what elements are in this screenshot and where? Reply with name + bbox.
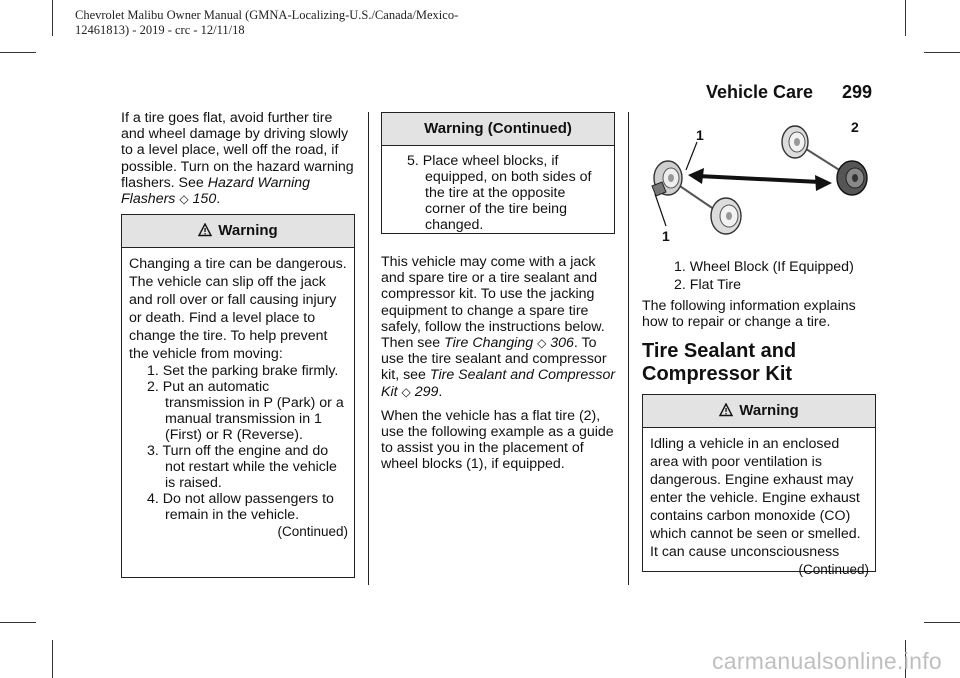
- page-ref-icon: ◇: [401, 384, 411, 399]
- warning-body: [382, 146, 614, 233]
- column-1: [121, 110, 357, 207]
- tire-changing-page-ref[interactable]: 306: [550, 335, 574, 352]
- warning-step-5: 5. Place wheel blocks, if equipped, on both sides of the tire at the opposite corner of the tire being changed.: [407, 153, 592, 233]
- warning-text: Idling a vehicle in an enclosed area with poor ventilation is dangerous. Engine exhaust may enter the vehicle. Engine exhaust contains carbon monoxide (CO) which cannot be seen or smelled. It can cause unconsciousness: [650, 436, 861, 560]
- callout-label-1-top: 1: [696, 127, 704, 143]
- warning-triangle-icon: [719, 397, 733, 429]
- crop-mark: [924, 622, 960, 623]
- column-divider: [628, 112, 629, 585]
- legend-item-2: 2. Flat Tire: [674, 277, 742, 293]
- intro-text: If a tire goes flat, avoid further tire and wheel damage by driving slowly to a level place, well off the road, if possible. Turn on the hazard warning flashers. See: [121, 110, 354, 191]
- warning-box-tire-change: [121, 214, 355, 578]
- wheel-block-diagram: [640, 112, 876, 248]
- column-3-paragraph: [642, 298, 876, 330]
- jack-text: This vehicle may come with a jack and spare tire or a tire sealant and compressor kit. To use the jacking equipment to change a spare tire safely, follow the instructions below. Then see: [381, 254, 605, 352]
- figure-legend: [674, 258, 874, 294]
- callout-label-1-bottom: 1: [662, 228, 670, 244]
- warning-title: Warning: [739, 402, 799, 419]
- crop-mark: [52, 0, 53, 36]
- crop-mark: [52, 640, 53, 678]
- warning-title: Warning: [218, 222, 278, 239]
- sealant-kit-page-ref[interactable]: 299: [414, 383, 439, 400]
- column-divider: [368, 112, 369, 585]
- subsection-heading: Tire Sealant and Compressor Kit: [642, 340, 797, 385]
- crop-mark: [0, 622, 36, 623]
- continued-label: (Continued): [277, 524, 348, 539]
- continued-label: (Continued): [798, 562, 869, 577]
- legend-item-1: 1. Wheel Block (If Equipped): [674, 259, 854, 275]
- warning-header: Warning (Continued): [382, 113, 614, 146]
- diagonal-arrow-icon: [688, 168, 832, 191]
- crop-mark: [924, 52, 960, 53]
- tire-changing-link[interactable]: Tire Changing: [444, 335, 534, 352]
- warning-header: [122, 215, 354, 248]
- warning-step-2: 2. Put an automatic transmission in P (Park) or a manual transmission in 1 (First) or R (Reverse).: [147, 379, 344, 443]
- warning-body: [122, 248, 354, 541]
- warning-step-4: 4. Do not allow passengers to remain in the vehicle.: [147, 491, 334, 523]
- page-ref-icon: ◇: [179, 192, 189, 207]
- warning-header: [643, 395, 875, 428]
- flat-tire-icon: [837, 161, 867, 195]
- callout-label-2: 2: [851, 119, 859, 135]
- sealant-kit-link[interactable]: Tire Sealant and Compressor Kit: [381, 367, 616, 400]
- warning-triangle-icon: [198, 217, 212, 249]
- hazard-flashers-link[interactable]: Hazard Warning Flashers: [121, 174, 311, 208]
- hazard-flashers-page-ref[interactable]: 150: [192, 191, 217, 208]
- jack-paragraph: This vehicle may come with a jack and spare tire or a tire sealant and compressor kit. To use the jacking equipment to change a spare tire safely, follow the instructions below. Then see Tire Changing ◇ 306. To use the tire sealant and compressor kit, see Tire Sealant and Compressor Kit ◇ 299.: [381, 254, 616, 400]
- warning-text: Changing a tire can be dangerous. The vehicle can slip off the jack and roll over or fall causing injury or death. Find a level place to change the tire. To help prevent the vehicle from moving:: [129, 256, 347, 362]
- repair-info-paragraph: The following information explains how to repair or change a tire.: [642, 298, 856, 331]
- warning-box-exhaust: [642, 394, 876, 577]
- warning-body: [643, 428, 875, 579]
- crop-mark: [905, 0, 906, 36]
- intro-paragraph: If a tire goes flat, avoid further tire and wheel damage by driving slowly to a level place, well off the road, if possible. Turn on the hazard warning flashers. See Hazard Warning Flashers ◇ 150.: [121, 110, 354, 208]
- section-title: Vehicle Care: [706, 82, 814, 102]
- rear-left-wheel-icon: [711, 198, 741, 234]
- watermark: carmanualsonline.info: [711, 648, 942, 674]
- page-number: 299: [842, 82, 873, 102]
- crop-mark: [0, 52, 36, 53]
- jack-text-mid: . To use the tire sealant and compressor kit, see: [381, 335, 607, 384]
- page-ref-icon: ◇: [537, 336, 547, 351]
- warning-box-continued: [381, 112, 615, 234]
- column-2: [381, 254, 617, 473]
- flat-tire-paragraph: When the vehicle has a flat tire (2), use the following example as a guide to assist you in the placement of wheel blocks (1), if equipped.: [381, 407, 614, 473]
- header-line-2: 12461813) - 2019 - crc - 12/11/18: [75, 23, 245, 37]
- warning-step-3: 3. Turn off the engine and do not restart while the vehicle is raised.: [147, 443, 337, 491]
- header-line-1: Chevrolet Malibu Owner Manual (GMNA-Localizing-U.S./Canada/Mexico-: [75, 8, 459, 22]
- rear-right-wheel-icon: [782, 126, 808, 158]
- document-header: [75, 8, 595, 38]
- warning-step-1: 1. Set the parking brake firmly.: [147, 363, 339, 379]
